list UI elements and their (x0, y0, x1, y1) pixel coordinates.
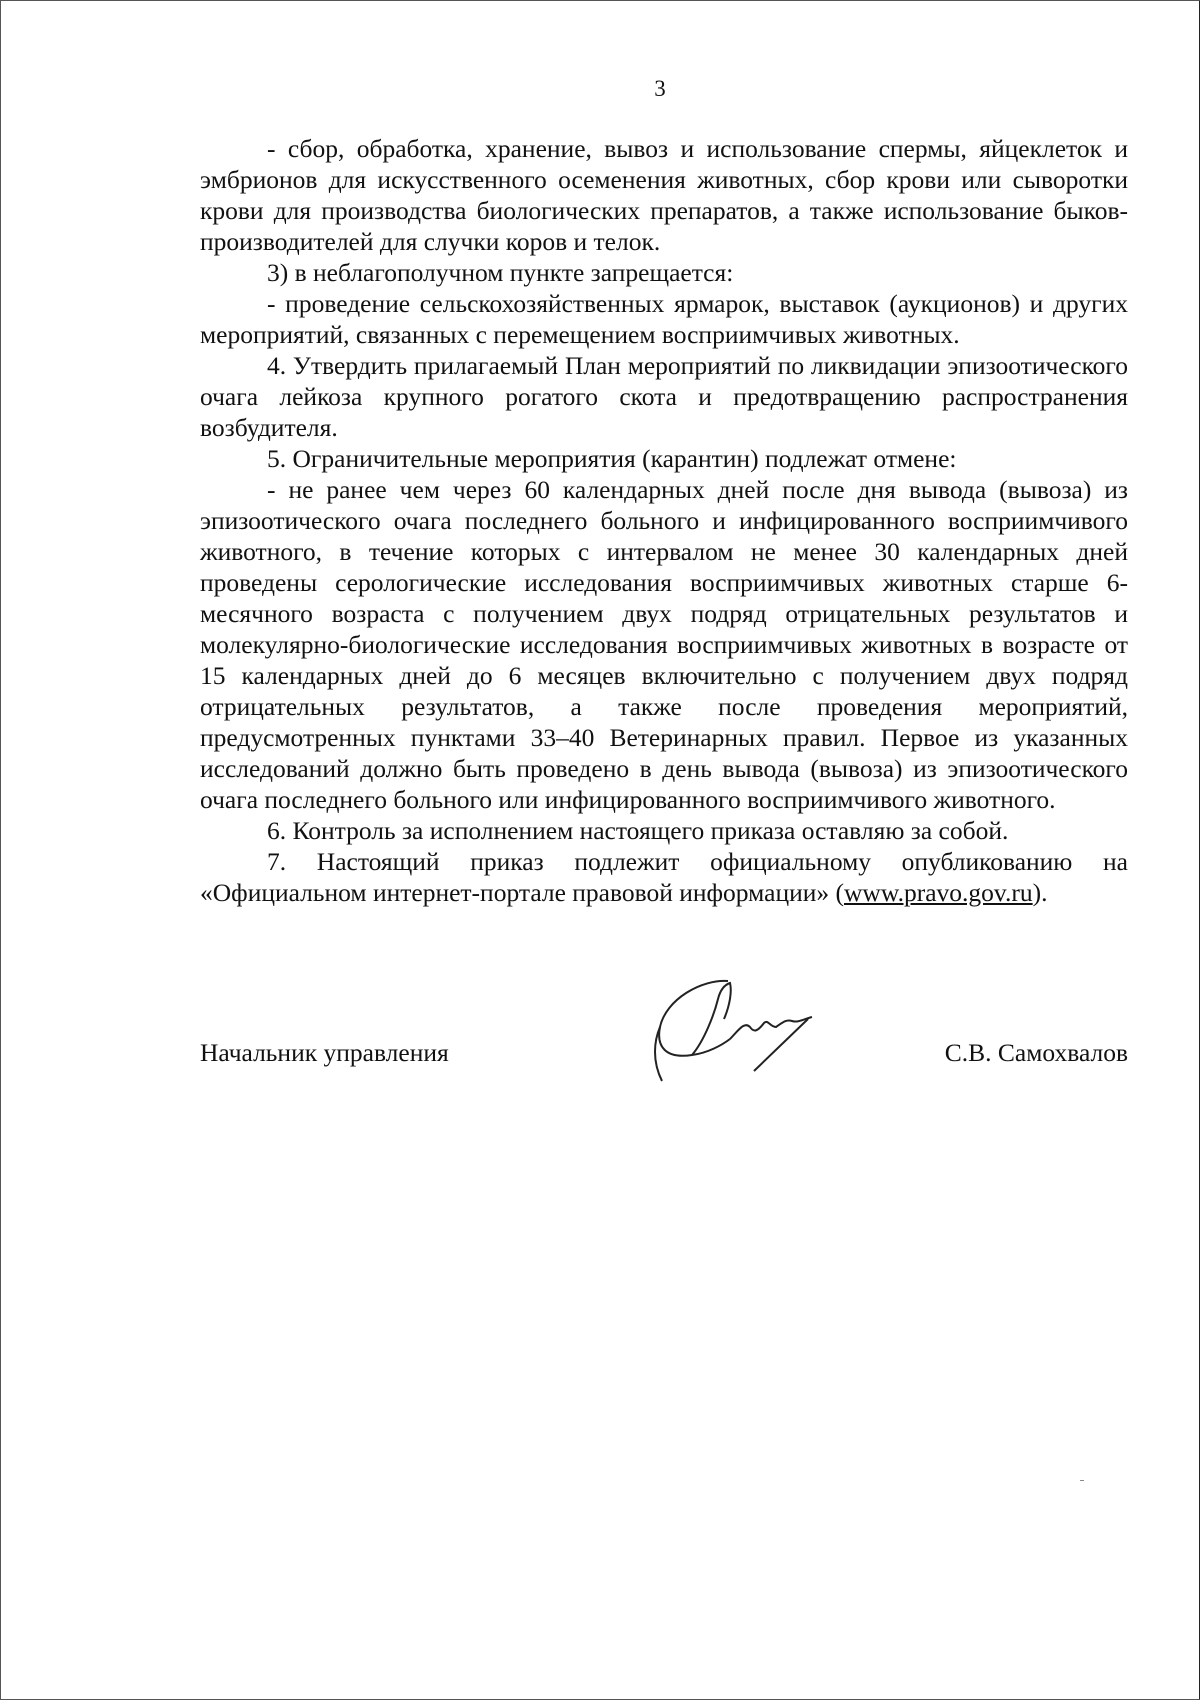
paragraph-prohibitions-heading: 3) в неблагополучном пункте запрещается: (267, 258, 734, 287)
paragraph-control: 6. Контроль за исполнением настоящего приказа оставляю за собой. (267, 816, 1009, 845)
signatory-name: С.В. Самохвалов (944, 1038, 1128, 1067)
publication-text: 7. Настоящий приказ подлежит официальному опубликованию на «Официальном интернет-портале правовой информации» ( (200, 847, 1128, 907)
paragraph-approve-plan: 4. Утвердить прилагаемый План мероприятий по ликвидации эпизоотического очага лейкоза крупного рогатого скота и предотвращению распространения возбудителя. (200, 351, 1128, 442)
paragraph-fairs-prohibited: - проведение сельскохозяйственных ярмарок, выставок (аукционов) и других мероприятий, связанных с перемещением восприимчивых животных. (200, 289, 1128, 349)
paragraph-quarantine-conditions: - не ранее чем через 60 календарных дней после дня вывода (вывоза) из эпизоотического очага последнего больного и инфицированного восприимчивого животного, в течение которых с интервалом не менее 30 календарных дней проведены серологические исследования восприимчивых животных старше 6-месячного возраста с получением двух подряд отрицательных результатов и молекулярно-биологические исследования восприимчивых животных в возрасте от 15 календарных дней до 6 месяцев включительно с получением двух подряд отрицательных результатов, а также после проведения мероприятий, предусмотренных пунктами 33–40 Ветеринарных правил. Первое из указанных исследований должно быть проведено в день вывода (вывоза) из эпизоотического очага последнего больного или инфицированного восприимчивого животного. (200, 475, 1128, 814)
page-number: 3 (654, 76, 666, 101)
publication-link[interactable]: www.pravo.gov.ru (844, 878, 1033, 907)
document-body (200, 133, 1128, 908)
paragraph-semen-collection: - сбор, обработка, хранение, вывоз и использование спермы, яйцеклеток и эмбрионов для искусственного осеменения животных, сбор крови или сыворотки крови для производства биологических препаратов, а также использование быков-производителей для случки коров и телок. (200, 134, 1128, 256)
paragraph-quarantine-cancel: 5. Ограничительные мероприятия (карантин) подлежат отмене: (267, 444, 957, 473)
publication-text-end: ). (1032, 878, 1048, 907)
signatory-position: Начальник управления (200, 1038, 449, 1067)
handwritten-signature (640, 975, 830, 1095)
signature-block (200, 975, 1128, 1095)
scan-speck (1080, 1480, 1084, 1481)
paragraph-publication (200, 846, 1128, 908)
